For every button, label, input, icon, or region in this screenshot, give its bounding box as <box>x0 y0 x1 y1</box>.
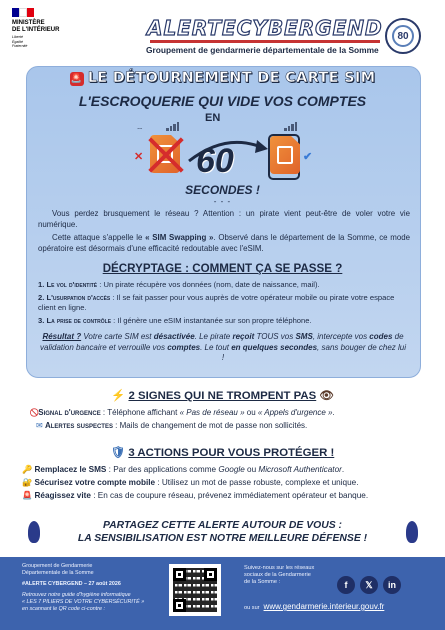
new-sim-card-icon <box>270 136 300 174</box>
signs-heading: ⚡ 2 SIGNES QUI NE TROMPENT PAS 👁 <box>111 390 334 402</box>
social-links <box>337 576 401 594</box>
website-line: ou sur www.gendarmerie.interieur.gouv.fr <box>244 602 385 611</box>
action-item: 🚨 Réagissez vite : En cas de coupure réseau, prévenez immédiatement opérateur et banque. <box>22 491 369 500</box>
footer <box>0 557 445 630</box>
lock-icon: 🔐 <box>22 478 33 487</box>
ministry-name: MINISTÈRE DE L'INTÉRIEUR <box>12 20 60 33</box>
sign-item: Signal d'urgence : Téléphone affichant « Pas de réseau » ou « Appels d'urgence ». <box>38 408 335 417</box>
badge-number: 80 <box>392 25 414 47</box>
facebook-icon[interactable]: f <box>337 576 355 594</box>
cyber-badge-icon <box>385 18 421 54</box>
separator-dots: - - - <box>213 197 232 206</box>
checkmark-icon: ✔ <box>303 151 313 163</box>
intro-paragraph: Vous perdez brusquement le réseau ? Attention : un pirate vient peut-être de voler votre vie numérique. <box>38 209 410 229</box>
lightning-icon: ⚡ <box>111 390 126 402</box>
step-item: 3. La prise de contrôle : Il génère une eSIM instantanée sur son propre téléphone. <box>38 316 312 325</box>
mail-icon: ✉ <box>36 421 43 430</box>
step-item: 1. Le vol d'identité : Un pirate récupère vos données (nom, date de naissance, mail). <box>38 280 320 289</box>
panel-title: 🚨 LE DÉTOURNEMENT DE CARTE SIM <box>70 70 376 86</box>
signal-icon <box>166 122 179 131</box>
alarm-icon: 🚨 <box>22 491 33 500</box>
actions-heading: 🛡 3 ACTIONS POUR VOUS PROTÉGER ! <box>110 447 335 459</box>
logo-underline <box>150 40 380 43</box>
key-icon: 🔑 <box>22 465 33 474</box>
en-label: EN <box>205 112 221 124</box>
guide-note: Retrouvez notre guide d'hygiène informatique « LES 7 PILIERS DE VOTRE CYBERSÉCURITÉ » en scannant le QR code ci-contre : <box>22 592 145 612</box>
marianne-logo <box>12 8 42 18</box>
shield-icon: 🛡 <box>110 447 126 459</box>
flag-icon <box>12 8 34 17</box>
gendarmerie-flame-icon <box>406 521 418 543</box>
result-paragraph: Résultat ? Votre carte SIM est désactivée. Le pirate reçoit TOUS vos SMS, intercepte vos codes de validation bancaire et verrouille vos comptes. Le tout en quelques secondes, sans bouger de chez lui ! <box>40 332 406 362</box>
siren-icon: 🚨 <box>70 74 83 84</box>
alertecybergend-logo: ALERTECYBERGEND <box>147 16 383 40</box>
qr-code[interactable] <box>169 564 221 616</box>
action-item: 🔑 Remplacez le SMS : Par des applications comme Google ou Microsoft Authenticator. <box>22 465 345 474</box>
sign-item: ✉ Alertes suspectes : Mails de changement de mot de passe non sollicités. <box>36 421 308 430</box>
header <box>0 0 445 66</box>
cross-icon <box>146 134 186 174</box>
action-item: 🔐 Sécurisez votre compte mobile : Utilisez un mot de passe robuste, complexe et unique. <box>22 478 359 487</box>
linkedin-icon[interactable]: in <box>383 576 401 594</box>
panel-subtitle: L'ESCROQUERIE QUI VIDE VOS COMPTES <box>78 93 367 109</box>
sim-swapping-paragraph: Cette attaque s'appelle le « SIM Swapping ». Observé dans le département de la Somme, ce mode opératoire est désormais d'une efficacité redoutable avec l'eSIM. <box>38 233 410 253</box>
republic-motto: Liberté Égalité Fraternité <box>12 35 28 48</box>
seconds-value: 60 <box>196 142 234 180</box>
seconds-label: SECONDES ! <box>185 183 260 197</box>
x-icon[interactable]: 𝕏 <box>360 576 378 594</box>
alert-date: #ALERTE CYBERGEND – 27 août 2026 <box>22 581 121 587</box>
decrypt-heading: DÉCRYPTAGE : COMMENT ÇA SE PASSE ? <box>102 262 343 275</box>
follow-text: Suivez-nous sur les réseaux sociaux de la Gendarmerie de la Somme : <box>244 565 315 585</box>
wifi-off-icon: ⌔ <box>136 126 144 135</box>
signal-icon <box>284 122 297 131</box>
logo-subtitle: Groupement de gendarmerie départementale de la Somme <box>146 45 379 55</box>
step-item: 2. L'usurpation d'accès : Il se fait passer pour vous auprès de votre opérateur mobile ou pirate votre espace client en ligne. <box>38 293 395 313</box>
eye-icon: 👁 <box>319 390 334 402</box>
share-banner: PARTAGEZ CETTE ALERTE AUTOUR DE VOUS : LA SENSIBILISATION EST NOTRE MEILLEURE DÉFENSE ! <box>77 520 368 544</box>
red-x-icon: ✕ <box>134 151 144 163</box>
website-link[interactable]: www.gendarmerie.interieur.gouv.fr <box>263 602 385 611</box>
footer-info: Groupement de Gendarmerie Départementale de la Somme #ALERTE CYBERGEND – 27 août 2026 Retrouvez notre guide d'hygiène informatique « LES 7 PILIERS DE VOTRE CYBERSÉCURITÉ » en scannant le QR code ci-contre : <box>22 563 152 613</box>
